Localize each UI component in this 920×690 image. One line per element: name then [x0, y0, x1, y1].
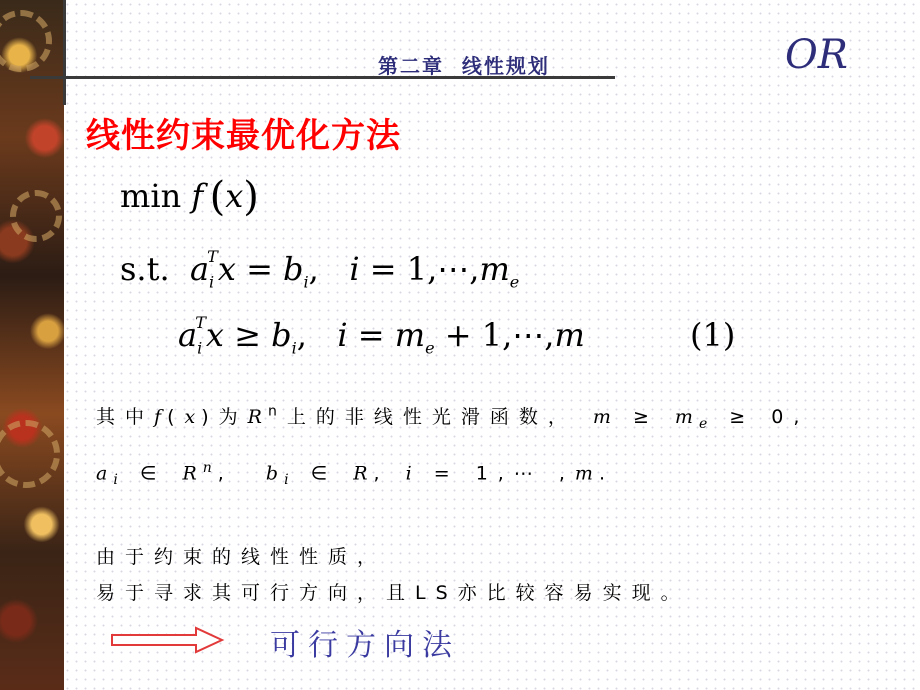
slide-title: 线性约束最优化方法: [86, 116, 401, 156]
reason-line-1: 由于约束的线性性质，: [96, 546, 387, 568]
objective-formula: min f (x): [120, 174, 259, 220]
equality-constraint-formula: s.t. $a_i^Tx = b_i$, $i = 1,\cdots,m_e$: [120, 247, 520, 292]
description-line-1: 其中f(x)为$R^n$上的非线性光滑函数， $m \ge m_e \ge 0$,: [96, 403, 810, 432]
decorative-side-strip: [0, 0, 64, 690]
chapter-heading: 第二章 线性规划: [378, 54, 550, 78]
description-line-2: $a_i$ ∈ $R^n$, $b_i$ ∈ R, i = 1,⋯ ,m.: [96, 460, 615, 489]
inequality-constraint-formula: $a_i^Tx \ge b_i$, $i = m_e$ + 1,⋯,m: [178, 313, 585, 358]
header-vertical-rule: [63, 0, 66, 105]
reason-line-2: 易于寻求其可行方向，且LS亦比较容易实现。: [96, 582, 690, 604]
desc-suffix: 上的非线性光滑函数，: [286, 406, 577, 428]
or-logo: OR: [785, 32, 848, 78]
equation-label: (1): [690, 316, 736, 354]
feasible-direction-method: 可行方向法: [270, 628, 460, 663]
gear-decoration-icon: [0, 10, 52, 72]
gear-decoration-icon: [0, 420, 60, 488]
desc-prefix: 其中: [96, 406, 155, 428]
gear-decoration-icon: [10, 190, 62, 242]
desc-mid: 为: [218, 406, 248, 428]
right-arrow-icon: [110, 626, 226, 654]
